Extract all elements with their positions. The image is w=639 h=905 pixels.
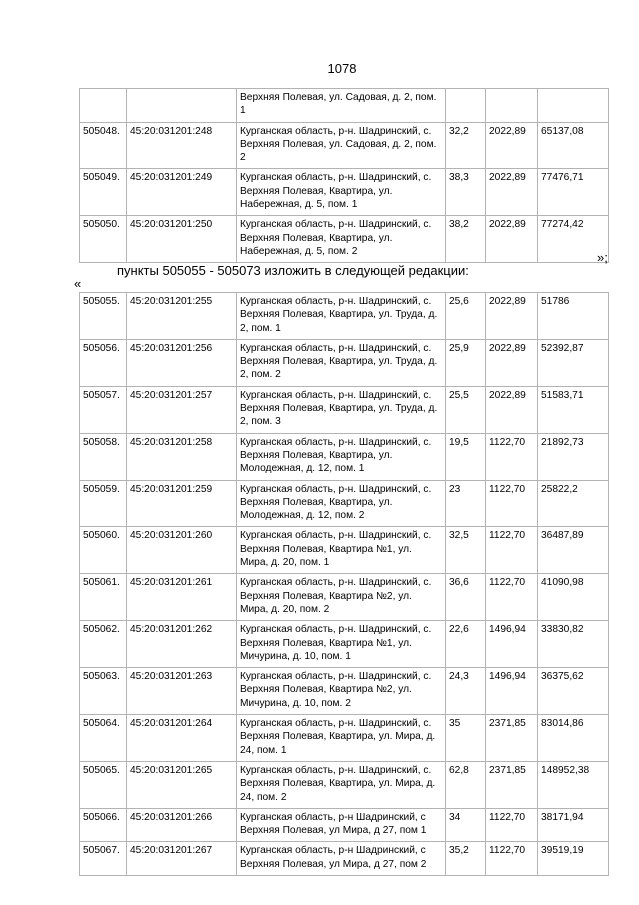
area-cell: 62,8 <box>446 761 486 808</box>
row-number-cell: 505066. <box>80 808 127 842</box>
cadastral-rate-cell: 2022,89 <box>486 339 538 386</box>
cadastral-rate-cell: 2022,89 <box>486 169 538 216</box>
cadastral-number-cell: 45:20:031201:249 <box>127 169 237 216</box>
table-body <box>80 293 609 876</box>
cadastral-rate-cell: 1122,70 <box>486 527 538 574</box>
cadastral-value-cell: 33830,82 <box>538 621 609 668</box>
cadastral-rate-cell: 1122,70 <box>486 433 538 480</box>
address-cell: Курганская область, р-н. Шадринский, с. Верхняя Полевая, Квартира, ул. Набережная, д. 5, пом. 1 <box>237 169 446 216</box>
address-cell: Курганская область, р-н. Шадринский, с. Верхняя Полевая, Квартира, ул. Набережная, д. 5, пом. 2 <box>237 216 446 263</box>
cadastral-number-cell: 45:20:031201:257 <box>127 386 237 433</box>
row-number-cell: 505056. <box>80 339 127 386</box>
cadastral-number-cell: 45:20:031201:255 <box>127 293 237 340</box>
row-number-cell: 505061. <box>80 574 127 621</box>
cadastral-rate-cell: 2022,89 <box>486 293 538 340</box>
closing-quote: »; <box>597 250 608 265</box>
cadastral-number-cell: 45:20:031201:267 <box>127 842 237 876</box>
address-cell: Курганская область, р-н. Шадринский, с. Верхняя Полевая, Квартира, ул. Труда, д. 2, пом. 3 <box>237 386 446 433</box>
table-body <box>80 89 609 263</box>
cadastral-rate-cell: 2022,89 <box>486 122 538 169</box>
address-cell: Курганская область, р-н. Шадринский, с. Верхняя Полевая, Квартира №1, ул. Мира, д. 20, пом. 1 <box>237 527 446 574</box>
table-row <box>80 89 609 123</box>
address-cell: Курганская область, р-н. Шадринский, с. Верхняя Полевая, Квартира №2, ул. Мира, д. 20, пом. 2 <box>237 574 446 621</box>
opening-quote: « <box>74 276 82 291</box>
cadastral-value-cell: 36375,62 <box>538 668 609 715</box>
table-row <box>80 761 609 808</box>
cadastral-value-cell: 148952,38 <box>538 761 609 808</box>
cadastral-rate-cell: 1122,70 <box>486 574 538 621</box>
cadastral-rate-cell: 2371,85 <box>486 761 538 808</box>
table-row <box>80 574 609 621</box>
address-cell: Курганская область, р-н. Шадринский, с. Верхняя Полевая, Квартира, ул. Молодежная, д. 12, пом. 2 <box>237 480 446 527</box>
cadastral-value-cell: 77274,42 <box>538 216 609 263</box>
cadastral-rate-cell: 2371,85 <box>486 715 538 762</box>
address-cell: Курганская область, р-н. Шадринский, с. Верхняя Полевая, Квартира, ул. Труда, д. 2, пом. 2 <box>237 339 446 386</box>
area-cell <box>446 89 486 123</box>
row-number-cell: 505049. <box>80 169 127 216</box>
table-row <box>80 621 609 668</box>
cadastral-value-cell: 52392,87 <box>538 339 609 386</box>
table-row <box>80 216 609 263</box>
address-cell: Верхняя Полевая, ул. Садовая, д. 2, пом. 1 <box>237 89 446 123</box>
cadastral-number-cell: 45:20:031201:266 <box>127 808 237 842</box>
area-cell: 25,6 <box>446 293 486 340</box>
address-cell: Курганская область, р-н. Шадринский, с. Верхняя Полевая, Квартира, ул. Молодежная, д. 12, пом. 1 <box>237 433 446 480</box>
area-cell: 25,9 <box>446 339 486 386</box>
row-number-cell: 505065. <box>80 761 127 808</box>
address-cell: Курганская область, р-н. Шадринский, с. Верхняя Полевая, Квартира, ул. Мира, д. 24, пом. 2 <box>237 761 446 808</box>
cadastral-value-cell: 39519,19 <box>538 842 609 876</box>
address-cell: Курганская область, р-н. Шадринский, с. Верхняя Полевая, Квартира №2, ул. Мичурина, д. 10, пом. 2 <box>237 668 446 715</box>
table-row <box>80 293 609 340</box>
area-cell: 32,2 <box>446 122 486 169</box>
area-cell: 23 <box>446 480 486 527</box>
cadastral-value-cell <box>538 89 609 123</box>
row-number-cell: 505067. <box>80 842 127 876</box>
cadastral-value-cell: 77476,71 <box>538 169 609 216</box>
cadastral-rate-cell: 1122,70 <box>486 842 538 876</box>
amendment-instruction: пункты 505055 - 505073 изложить в следующей редакции: <box>117 263 469 278</box>
cadastral-number-cell: 45:20:031201:262 <box>127 621 237 668</box>
row-number-cell <box>80 89 127 123</box>
area-cell: 19,5 <box>446 433 486 480</box>
table-row <box>80 169 609 216</box>
cadastral-value-cell: 41090,98 <box>538 574 609 621</box>
address-cell: Курганская область, р-н. Шадринский, с. Верхняя Полевая, ул. Садовая, д. 2, пом. 2 <box>237 122 446 169</box>
row-number-cell: 505057. <box>80 386 127 433</box>
row-number-cell: 505048. <box>80 122 127 169</box>
cadastral-value-cell: 51786 <box>538 293 609 340</box>
area-cell: 34 <box>446 808 486 842</box>
table-row <box>80 339 609 386</box>
row-number-cell: 505058. <box>80 433 127 480</box>
cadastral-number-cell: 45:20:031201:248 <box>127 122 237 169</box>
page-number: 1078 <box>327 61 357 76</box>
row-number-cell: 505050. <box>80 216 127 263</box>
cadastral-number-cell: 45:20:031201:265 <box>127 761 237 808</box>
cadastral-value-cell: 83014,86 <box>538 715 609 762</box>
table-row <box>80 433 609 480</box>
registry-table-amended <box>79 292 609 876</box>
row-number-cell: 505063. <box>80 668 127 715</box>
address-cell: Курганская область, р-н. Шадринский, с. Верхняя Полевая, Квартира, ул. Мира, д. 24, пом. 1 <box>237 715 446 762</box>
table-row <box>80 386 609 433</box>
cadastral-value-cell: 25822,2 <box>538 480 609 527</box>
table-row <box>80 668 609 715</box>
area-cell: 22,6 <box>446 621 486 668</box>
row-number-cell: 505060. <box>80 527 127 574</box>
cadastral-rate-cell: 1122,70 <box>486 808 538 842</box>
address-cell: Курганская область, р-н Шадринский, с Верхняя Полевая, ул Мира, д 27, пом 1 <box>237 808 446 842</box>
row-number-cell: 505059. <box>80 480 127 527</box>
cadastral-number-cell <box>127 89 237 123</box>
cadastral-rate-cell: 1122,70 <box>486 480 538 527</box>
address-cell: Курганская область, р-н. Шадринский, с. Верхняя Полевая, Квартира, ул. Труда, д. 2, пом. 1 <box>237 293 446 340</box>
row-number-cell: 505055. <box>80 293 127 340</box>
area-cell: 38,3 <box>446 169 486 216</box>
area-cell: 35,2 <box>446 842 486 876</box>
cadastral-number-cell: 45:20:031201:260 <box>127 527 237 574</box>
cadastral-rate-cell: 2022,89 <box>486 216 538 263</box>
cadastral-rate-cell <box>486 89 538 123</box>
table-row <box>80 715 609 762</box>
cadastral-rate-cell: 2022,89 <box>486 386 538 433</box>
area-cell: 35 <box>446 715 486 762</box>
address-cell: Курганская область, р-н. Шадринский, с. Верхняя Полевая, Квартира №1, ул. Мичурина, д. 10, пом. 1 <box>237 621 446 668</box>
row-number-cell: 505064. <box>80 715 127 762</box>
cadastral-number-cell: 45:20:031201:256 <box>127 339 237 386</box>
row-number-cell: 505062. <box>80 621 127 668</box>
registry-table-continued <box>79 88 609 263</box>
area-cell: 38,2 <box>446 216 486 263</box>
cadastral-value-cell: 51583,71 <box>538 386 609 433</box>
table-row <box>80 122 609 169</box>
cadastral-rate-cell: 1496,94 <box>486 621 538 668</box>
cadastral-value-cell: 65137,08 <box>538 122 609 169</box>
cadastral-value-cell: 36487,89 <box>538 527 609 574</box>
table-row <box>80 527 609 574</box>
area-cell: 32,5 <box>446 527 486 574</box>
area-cell: 36,6 <box>446 574 486 621</box>
cadastral-number-cell: 45:20:031201:259 <box>127 480 237 527</box>
area-cell: 24,3 <box>446 668 486 715</box>
cadastral-number-cell: 45:20:031201:261 <box>127 574 237 621</box>
cadastral-number-cell: 45:20:031201:263 <box>127 668 237 715</box>
table-row <box>80 808 609 842</box>
cadastral-number-cell: 45:20:031201:264 <box>127 715 237 762</box>
area-cell: 25,5 <box>446 386 486 433</box>
cadastral-number-cell: 45:20:031201:258 <box>127 433 237 480</box>
cadastral-value-cell: 38171,94 <box>538 808 609 842</box>
table-row <box>80 842 609 876</box>
table-row <box>80 480 609 527</box>
cadastral-number-cell: 45:20:031201:250 <box>127 216 237 263</box>
cadastral-rate-cell: 1496,94 <box>486 668 538 715</box>
address-cell: Курганская область, р-н Шадринский, с Верхняя Полевая, ул Мира, д 27, пом 2 <box>237 842 446 876</box>
cadastral-value-cell: 21892,73 <box>538 433 609 480</box>
